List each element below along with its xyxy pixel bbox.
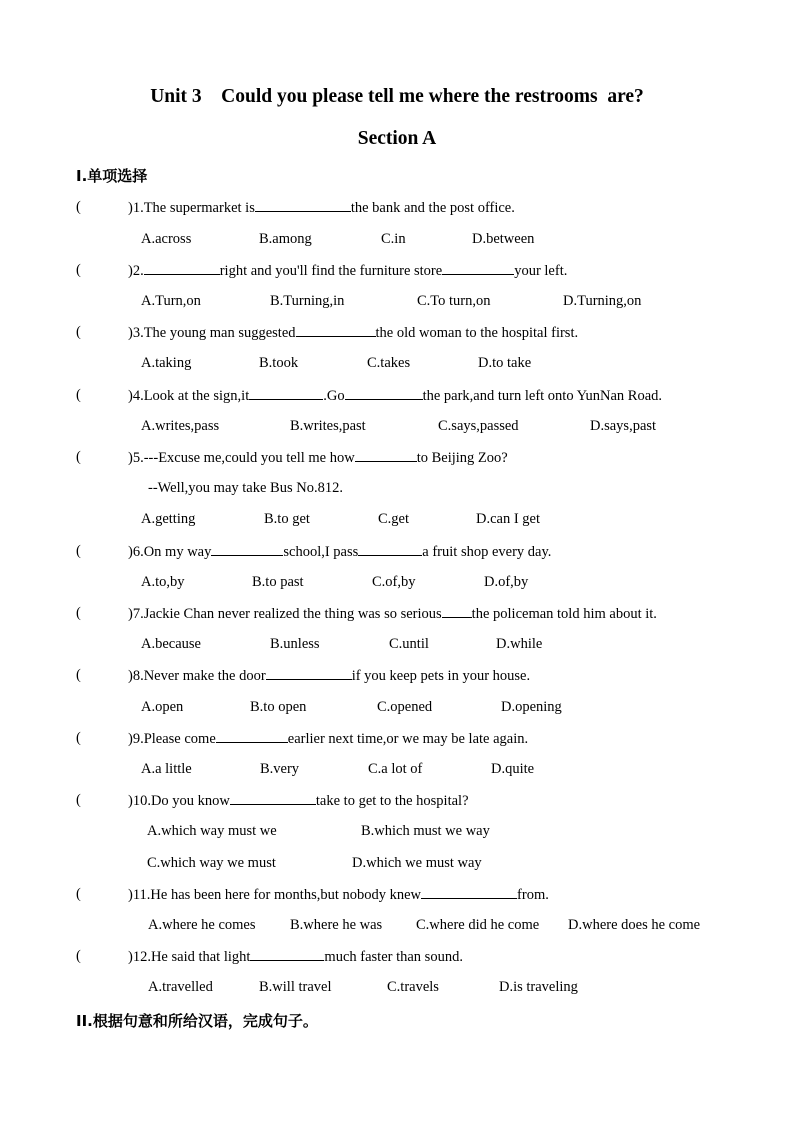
option-a: A.because <box>141 636 201 652</box>
question-11 <box>128 885 549 904</box>
option-d: D.where does he come <box>568 917 701 933</box>
option-d: D.quite <box>491 761 535 777</box>
answer-paren: ( <box>76 730 81 746</box>
option-a: A.travelled <box>148 979 213 995</box>
option-a: A.to,by <box>141 574 185 590</box>
option-d: D.says,past <box>590 418 657 434</box>
option-c: C.a lot of <box>368 761 423 777</box>
option-b: B.among <box>259 231 312 247</box>
option-a: A.where he comes <box>148 917 256 933</box>
question-text: )6.On my way <box>128 544 212 560</box>
answer-blank[interactable] <box>250 947 324 961</box>
answer-paren: ( <box>76 667 81 683</box>
question-text: to Beijing Zoo? <box>416 450 508 466</box>
option-b: B.to past <box>252 574 304 590</box>
question-text: )1.The supermarket is <box>128 200 255 216</box>
option-d: D.between <box>472 231 535 247</box>
option-c: C.which way we must <box>147 855 276 871</box>
question-text: if you keep pets in your house. <box>351 668 531 684</box>
option-a: A.writes,pass <box>141 418 220 434</box>
option-a: A.open <box>141 699 184 715</box>
question-text: )10.Do you know <box>128 793 230 809</box>
question-text: .Go <box>323 388 345 404</box>
option-d: D.to take <box>478 355 532 371</box>
answer-blank[interactable] <box>442 261 514 275</box>
question-text: )5.---Excuse me,could you tell me how <box>128 450 355 466</box>
option-c: C.where did he come <box>416 917 540 933</box>
answer-paren: ( <box>76 262 81 278</box>
option-a: A.across <box>141 231 192 247</box>
answer-paren: ( <box>76 543 81 559</box>
question-text: much faster than sound. <box>324 949 463 965</box>
option-b: B.will travel <box>259 979 332 995</box>
answer-paren: ( <box>76 199 81 215</box>
answer-blank[interactable] <box>211 542 283 556</box>
section-heading-complete-sentences: II.根据句意和所给汉语，完成句子。 <box>76 1012 318 1030</box>
section-subtitle: Section A <box>357 128 437 149</box>
answer-blank[interactable] <box>442 604 472 618</box>
answer-blank[interactable] <box>216 729 288 743</box>
answer-blank[interactable] <box>345 386 423 400</box>
option-a: A.getting <box>141 511 196 527</box>
option-c: C.of,by <box>372 574 416 590</box>
answer-blank[interactable] <box>255 198 351 212</box>
question-text: the bank and the post office. <box>350 200 515 216</box>
option-a: A.Turn,on <box>141 293 201 309</box>
answer-blank[interactable] <box>358 542 422 556</box>
question-text: )7.Jackie Chan never realized the thing was so serious <box>128 606 442 622</box>
section-heading-multiple-choice: I.单项选择 <box>76 167 148 185</box>
question-text: right and you'll find the furniture store <box>219 263 443 279</box>
question-3 <box>128 323 578 342</box>
question-text: a fruit shop every day. <box>422 544 552 560</box>
question-text: the park,and turn left onto YunNan Road. <box>422 388 663 404</box>
question-4 <box>128 386 662 405</box>
option-c: C.opened <box>377 699 433 715</box>
question-5 <box>128 448 508 467</box>
answer-paren: ( <box>76 387 81 403</box>
question-text: )3.The young man suggested <box>128 325 296 341</box>
option-d: D.opening <box>501 699 562 715</box>
question-text: earlier next time,or we may be late again. <box>287 731 529 747</box>
option-c: C.in <box>381 231 406 247</box>
option-c: C.To turn,on <box>417 293 491 309</box>
answer-paren: ( <box>76 792 81 808</box>
option-c: C.says,passed <box>438 418 519 434</box>
answer-paren: ( <box>76 324 81 340</box>
option-d: D.Turning,on <box>563 293 642 309</box>
option-c: C.until <box>389 636 429 652</box>
option-d: D.can I get <box>476 511 541 527</box>
answer-blank[interactable] <box>355 448 417 462</box>
option-d: D.is traveling <box>499 979 578 995</box>
question-8 <box>128 666 530 685</box>
question-text: the policeman told him about it. <box>471 606 657 622</box>
option-d: D.of,by <box>484 574 529 590</box>
answer-blank[interactable] <box>249 386 323 400</box>
answer-blank[interactable] <box>296 323 376 337</box>
answer-paren: ( <box>76 449 81 465</box>
answer-blank[interactable] <box>266 666 352 680</box>
question-7 <box>128 604 657 623</box>
question-text: your left. <box>514 263 568 279</box>
question-1 <box>128 198 515 217</box>
answer-blank[interactable] <box>230 791 316 805</box>
option-d: D.while <box>496 636 543 652</box>
option-b: B.very <box>260 761 300 777</box>
option-a: A.taking <box>141 355 192 371</box>
option-b: B.took <box>259 355 299 371</box>
answer-paren: ( <box>76 886 81 902</box>
answer-paren: ( <box>76 605 81 621</box>
question-10 <box>128 791 469 810</box>
question-text: )4.Look at the sign,it <box>128 388 250 404</box>
question-6 <box>128 542 551 561</box>
option-b: B.where he was <box>290 917 383 933</box>
option-a: A.a little <box>141 761 192 777</box>
option-b: B.unless <box>270 636 320 652</box>
question-text: )2. <box>128 263 144 279</box>
option-c: C.travels <box>387 979 439 995</box>
answer-paren: ( <box>76 948 81 964</box>
option-b: B.writes,past <box>290 418 366 434</box>
option-b: B.Turning,in <box>270 293 345 309</box>
question-text: )11.He has been here for months,but nobody knew <box>128 887 422 903</box>
question-text: the old woman to the hospital first. <box>375 325 579 341</box>
option-b: B.to open <box>250 699 307 715</box>
option-b: B.to get <box>264 511 310 527</box>
question-text: take to get to the hospital? <box>315 793 469 809</box>
question-text: )12.He said that light <box>128 949 251 965</box>
option-c: C.takes <box>367 355 411 371</box>
option-a: A.which way must we <box>147 823 277 839</box>
question-9 <box>128 729 528 748</box>
page-title: Unit 3 Could you please tell me where the restrooms are? <box>150 86 644 107</box>
question-text: )8.Never make the door <box>128 668 266 684</box>
question-12 <box>128 947 463 966</box>
answer-blank[interactable] <box>421 885 517 899</box>
option-b: B.which must we way <box>361 823 490 839</box>
answer-blank[interactable] <box>144 261 220 275</box>
question-text: from. <box>517 887 549 903</box>
option-d: D.which we must way <box>352 855 482 871</box>
question-text: )9.Please come <box>128 731 216 747</box>
option-c: C.get <box>378 511 410 527</box>
question-text: school,I pass <box>283 544 359 560</box>
question-2 <box>128 261 567 280</box>
question-5-dialogue: --Well,you may take Bus No.812. <box>148 480 343 496</box>
